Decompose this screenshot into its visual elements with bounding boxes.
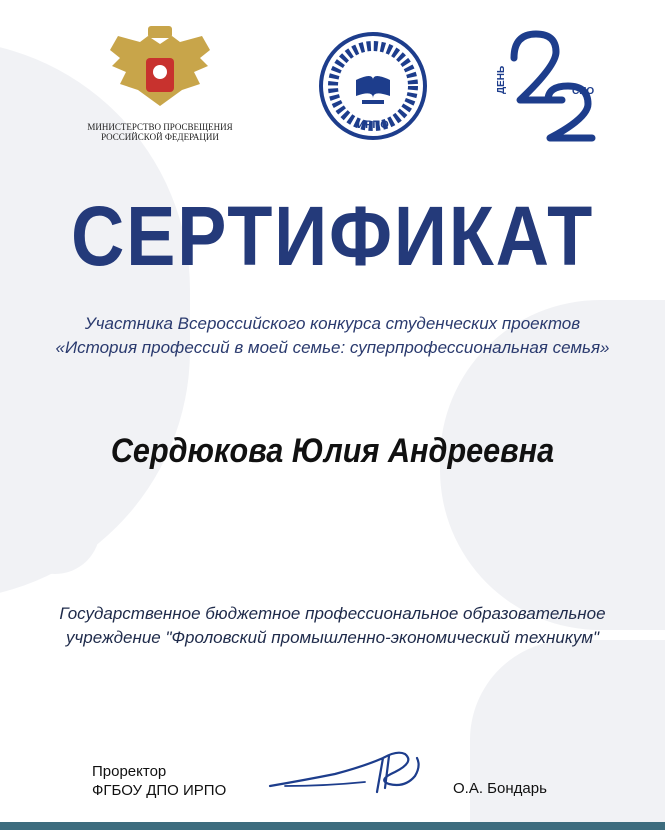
- background-shape-bottom: [470, 640, 665, 830]
- signatory-role-line-2: ФГБОУ ДПО ИРПО: [92, 782, 227, 799]
- ministry-emblem-icon: [110, 26, 210, 106]
- recipient-name: Сердюкова Юлия Андреевна: [110, 432, 555, 470]
- background-circle-small: [10, 484, 100, 574]
- spo-label: СПО: [572, 86, 595, 97]
- subtitle-line-2: «История профессий в моей семье: суперпрофессиональная семья»: [55, 338, 610, 357]
- certificate-title: СЕРТИФИКАТ: [70, 189, 595, 283]
- ministry-name-line1: МИНИСТЕРСТВО ПРОСВЕЩЕНИЯ: [87, 122, 233, 132]
- bottom-bar: [0, 822, 665, 830]
- irpo-abbreviation: ИРПО: [357, 119, 389, 131]
- organization-line-2: учреждение "Фроловский промышленно-экономический техникум": [65, 628, 600, 647]
- logos-header: [0, 0, 665, 150]
- handwritten-signature: [265, 740, 435, 800]
- ministry-name-line2: РОССИЙСКОЙ ФЕДЕРАЦИИ: [101, 132, 219, 142]
- signatory-role-line-1: Проректор: [92, 763, 167, 780]
- subtitle-line-1: Участника Всероссийского конкурса студенческих проектов: [84, 314, 581, 333]
- signatory-role: [92, 762, 226, 800]
- certificate-subtitle: [0, 312, 665, 360]
- signatory-name: О.А. Бондарь: [453, 780, 547, 797]
- day-label: ДЕНЬ: [496, 65, 507, 94]
- organization-name: [0, 602, 665, 650]
- organization-line-1: Государственное бюджетное профессиональное образовательное: [59, 604, 606, 623]
